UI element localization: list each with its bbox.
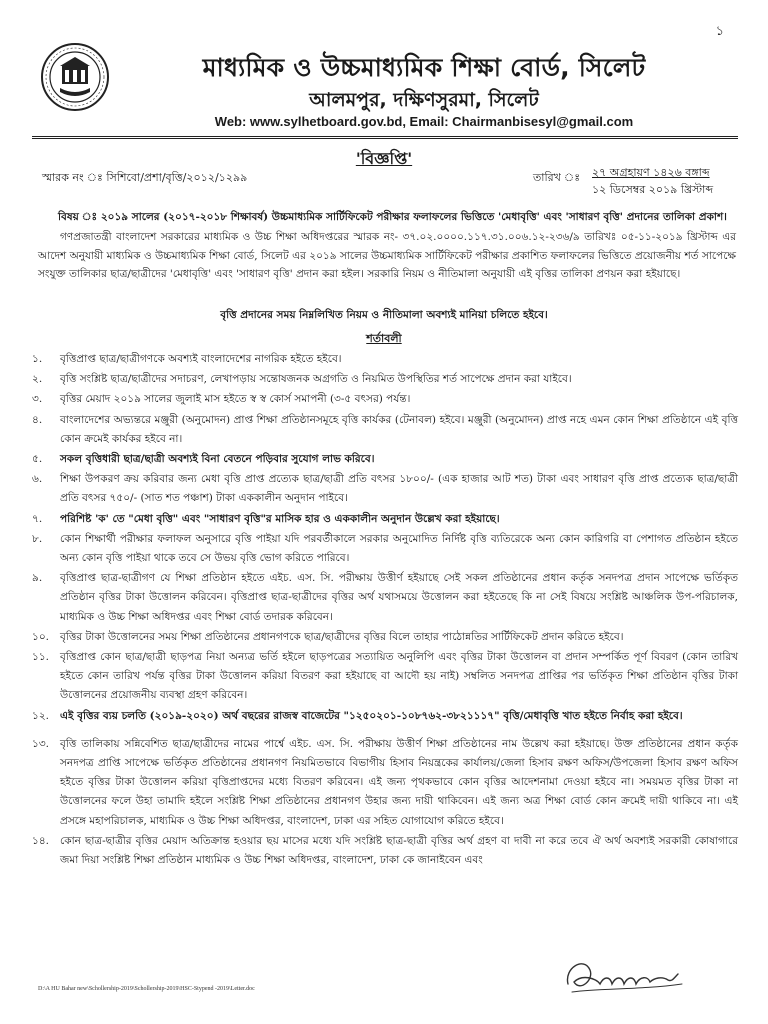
- term-text: সকল বৃত্তিধারী ছাত্র/ছাত্রী অবশ্যই বিনা বেতনে পড়িবার সুযোগ লাভ করিবে।: [60, 453, 375, 466]
- file-path: D:\A HU Bahar new\Schollership-2019\Schollership-2019\HSC-Stypend -2019\Letter.doc: [38, 986, 255, 992]
- term-number: ১০.: [32, 630, 49, 643]
- term-item: [32, 530, 738, 568]
- term-number: ৬.: [32, 473, 43, 486]
- term-number: ৮.: [32, 532, 43, 545]
- term-text: বৃত্তিপ্রাপ্ত ছাত্র/ছাত্রীগণকে অবশ্যই বাংলাদেশের নাগরিক হইতে হইবে।: [60, 353, 342, 365]
- term-text: কোন শিক্ষার্থী পরীক্ষার ফলাফল অনুসারে বৃত্তি পাইয়া যদি পরবর্তীকালে সরকার অনুমোদিত নির্দিষ্ট বৃত্তি ব্যতিরেকে অন্য কোন কারিগরি বা পেশাগত প্রতিষ্ঠান হইতে অন্য কোন বৃত্তি পাইয়া থাকে তবে সে উভয় বৃত্তি ভোগ করিতে পারিবে।: [60, 532, 738, 565]
- term-item: [32, 707, 738, 726]
- term-number: ১২.: [32, 709, 49, 722]
- terms-list: [32, 350, 738, 871]
- term-text: শিক্ষা উপকরণ ক্রয় করিবার জন্য মেধা বৃত্তি প্রাপ্ত প্রত্যেক ছাত্র/ছাত্রী প্রতি বৎসর ১৮০০/- (এক হাজার আট শত) টাকা এবং সাধারণ বৃত্তি প্রাপ্ত প্রত্যেক ছাত্র/ছাত্রী প্রতি বৎসর ৭৫০/- (সাত শত পঞ্চাশ) টাকা এককালীন অনুদান পাইবে।: [60, 473, 738, 505]
- board-contact: Web: www.sylhetboard.gov.bd, Email: Chairmanbisesyl@gmail.com: [214, 114, 634, 129]
- term-item: [32, 411, 738, 449]
- term-number: ২.: [32, 373, 43, 386]
- term-item: [32, 735, 738, 831]
- terms-heading: শর্তাবলী: [366, 332, 402, 345]
- term-text: বৃত্তি সংশ্লিষ্ট ছাত্র/ছাত্রীদের সদাচরণ, লেখাপড়ায় সন্তোষজনক অগ্রগতি ও নিয়মিত উপস্থিতির শর্ত সাপেক্ষে প্রদান করা যাইবে।: [60, 373, 572, 386]
- term-number: ৭.: [32, 512, 43, 525]
- date-english: ১২ ডিসেম্বর ২০১৯ খ্রিস্টাব্দ: [592, 183, 714, 196]
- term-item: [32, 628, 738, 647]
- intro-paragraph: গণপ্রজাতন্ত্রী বাংলাদেশ সরকারের মাধ্যমিক ও উচ্চ শিক্ষা অধিদপ্তরের স্মারক নং- ৩৭.০২.০০০০.১১৭.৩১.০০৬.১২-২৩৬/৯ তারিখঃ ০৫-১১-২০১৯ খ্রিস্টাব্দ এর আদেশ অনুযায়ী মাধ্যমিক ও উচ্চমাধ্যমিক শিক্ষা বোর্ড, সিলেট এর ২০১৯ সালের উচ্চমাধ্যমিক সার্টিফিকেট পরীক্ষার প্রকাশিত ফলাফলের ভিত্তিতে প্রয়োজনীয় শর্ত সাপেক্ষে সংযুক্ত তালিকার ছাত্র/ছাত্রীদের 'মেধাবৃত্তি' এবং 'সাধারণ বৃত্তি' প্রদান করা হইল। সরকারি নিয়ম ও নীতিমালা অনুযায়ী এই বৃত্তির তালিকা প্রণয়ন করা হইয়াছে।: [38, 231, 736, 280]
- term-text: বৃত্তিপ্রাপ্ত কোন ছাত্র/ছাত্রী ছাড়পত্র নিয়া অন্যত্র ভর্তি হইলে ছাড়পত্রের সত্যায়িত অনুলিপি এবং বৃত্তির টাকা উত্তোলন বা প্রদান সম্পর্কিত পূর্ণ বিবরণ (কোন তারিখ হইতে কোন তারিখ পর্যন্ত বৃত্তির টাকা উত্তোলন করিয়া বিতরণ করা হইয়াছে বা আদৌ হয় নাই) সম্বলিত সনদপত্র প্রাপ্তির পর ভর্তিকৃত শিক্ষা প্রতিষ্ঠান বৃত্তির টাকা উত্তোলনের প্রয়োজনীয় ব্যবস্থা গ্রহণ করিবেন।: [60, 651, 738, 702]
- term-number: ১.: [32, 353, 43, 365]
- term-item: [32, 390, 738, 409]
- signature: [560, 948, 690, 1004]
- term-item: [32, 350, 738, 369]
- term-item: [32, 832, 738, 870]
- term-number: ৪.: [32, 413, 43, 426]
- board-address: আলমপুর, দক্ষিণসুরমা, সিলেট: [309, 89, 539, 111]
- page-number: ১: [715, 24, 724, 39]
- term-item: [32, 450, 738, 469]
- term-text: এই বৃত্তির ব্যয় চলতি (২০১৯-২০২০) অর্থ বছরের রাজস্ব বাজেটের "১২৫০২০১-১০৮৭৬২-৩৮২১১১৭" বৃত্তি/মেধাবৃত্তি খাত হইতে নির্বাহ করা হইবে।: [60, 709, 683, 722]
- term-number: ১৩.: [32, 737, 49, 750]
- term-text: বৃত্তিপ্রাপ্ত ছাত্র-ছাত্রীগণ যে শিক্ষা প্রতিষ্ঠান হইতে এইচ. এস. সি. পরীক্ষায় উত্তীর্ণ হইয়াছে সেই সকল প্রতিষ্ঠানের প্রধান কর্তৃক সনদপত্র প্রদান সাপেক্ষে ভর্তিকৃত প্রতিষ্ঠান বৃত্তির টাকা উত্তোলন করিবেন। বৃত্তিপ্রাপ্ত ছাত্র-ছাত্রীদের বৃত্তির অর্থ যথাসময়ে উত্তোলন করা হইতেছে কি না সেই বিষয়ে সংশ্লিষ্ট আঞ্চলিক উপ-পরিচালক, মাধ্যমিক ও উচ্চ শিক্ষা অধিদপ্তর এবং শিক্ষা বোর্ড তদারক করিবেন।: [60, 572, 738, 623]
- term-number: ৫.: [32, 453, 43, 466]
- header-divider: [32, 136, 738, 139]
- rule-note: বৃত্তি প্রদানের সময় নিম্নলিখিত নিয়ম ও নীতিমালা অবশ্যই মানিয়া চলিতে হইবে।: [220, 309, 548, 321]
- term-text: বাংলাদেশের অভ্যন্তরে মঞ্জুরী (অনুমোদন) প্রাপ্ত শিক্ষা প্রতিষ্ঠানসমূহে বৃত্তি কার্যকর (টেনাবল) হইবে। মঞ্জুরী (অনুমোদন) প্রাপ্ত নহে এমন কোন শিক্ষা প্রতিষ্ঠানে এই বৃত্তি কোন ক্রমেই কার্যকর হইবে না।: [60, 413, 738, 445]
- term-item: [32, 569, 738, 627]
- term-item: [32, 648, 738, 706]
- term-number: ৩.: [32, 393, 43, 406]
- subject-line: বিষয় ঃ ২০১৯ সালের (২০১৭-২০১৮ শিক্ষাবর্ষ) উচ্চমাধ্যমিক সার্টিফিকেট পরীক্ষার ফলাফলের ভিত্তিতে 'মেধাবৃত্তি' এবং 'সাধারণ বৃত্তি' প্রদানের তালিকা প্রকাশ।: [58, 211, 727, 223]
- term-number: ১১.: [32, 651, 49, 664]
- memo-number: স্মারক নং ঃ সিশিবো/প্রশা/বৃত্তি/২০১২/১২৯৯: [42, 171, 248, 184]
- date-label: তারিখ ঃ: [533, 171, 581, 184]
- term-text: বৃত্তির মেয়াদ ২০১৯ সালের জুলাই মাস হইতে স্ব স্ব কোর্স সমাপনী (৩-৫ বৎসর) পর্যন্ত।: [60, 393, 411, 406]
- date-bangla: ২৭ অগ্রহায়ণ ১৪২৬ বঙ্গাব্দ: [592, 166, 710, 179]
- spacer: [32, 727, 738, 735]
- term-text: বৃত্তি তালিকায় সন্নিবেশিত ছাত্র/ছাত্রীদের নামের পার্শ্বে এইচ. এস. সি. পরীক্ষায় উত্তীর্ণ শিক্ষা প্রতিষ্ঠানের নাম উল্লেখ করা হইয়াছে। উক্ত প্রতিষ্ঠানের প্রধান কর্তৃক সনদপত্র প্রাপ্তি সাপেক্ষে ভর্তিকৃত প্রতিষ্ঠানের প্রধানগণ নিয়মিতভাবে বিভাগীয় হিসাব নিয়ন্ত্রকের কার্যালয়/জেলা হিসাব রক্ষণ অফিস/উপজেলা হিসাব রক্ষণ অফিস হইতে বৃত্তির টাকা উত্তোলন করিয়া বৃত্তিপ্রাপ্তদের মধ্যে বিতরণ করিবেন। এই জন্য পৃথকভাবে কোন বৃত্তির আদেশনামা দেওয়া হইবে না। সময়মত বৃত্তির টাকা না উত্তোলনের ফলে উহা তামাদি হইলে সংশ্লিষ্ট শিক্ষা প্রতিষ্ঠানের প্রধানগণ উহার জন্য দায়ী থাকিবেন। এই জন্য অত্র শিক্ষা বোর্ড কোন ক্রমেই দায়ী থাকিবে না। এই প্রসঙ্গে মহাপরিচালক, মাধ্যমিক ও উচ্চ শিক্ষা অধিদপ্তর, বাংলাদেশ, ঢাকা এর সহিত যোগাযোগ করিতে হইবে।: [60, 737, 739, 827]
- term-text: পরিশিষ্ট 'ক' তে "মেধা বৃত্তি" এবং "সাধারণ বৃত্তি"র মাসিক হার ও এককালীন অনুদান উল্লেখ করা হইয়াছে।: [60, 512, 500, 525]
- notice-title: 'বিজ্ঞপ্তি': [355, 149, 413, 168]
- term-number: ৯.: [32, 572, 43, 585]
- term-text: কোন ছাত্র-ছাত্রীর বৃত্তির মেয়াদ অতিক্রান্ত হওয়ার ছয় মাসের মধ্যে যদি সংশ্লিষ্ট ছাত্র-ছাত্রী বৃত্তির অর্থ গ্রহণ বা দাবী না করে তবে ঐ অর্থ অবশ্যই সরকারী কোষাগারে জমা দিয়া সংশ্লিষ্ট শিক্ষা প্রতিষ্ঠান মাধ্যমিক ও উচ্চ শিক্ষা অধিদপ্তর, বাংলাদেশ, ঢাকা কে জানাইবেন এবং: [60, 834, 738, 867]
- term-number: ১৪.: [32, 834, 49, 847]
- term-text: বৃত্তির টাকা উত্তোলনের সময় শিক্ষা প্রতিষ্ঠানের প্রধানগণকে ছাত্র/ছাত্রীদের বৃত্তির বিলে তাহার পাঠোন্নতির সার্টিফিকেট প্রদান করিতে হইবে।: [60, 630, 624, 643]
- term-item: [32, 510, 738, 529]
- term-item: [32, 470, 738, 508]
- board-logo: [40, 42, 110, 112]
- term-item: [32, 370, 738, 389]
- board-title: মাধ্যমিক ও উচ্চমাধ্যমিক শিক্ষা বোর্ড, সিলেট: [202, 53, 646, 82]
